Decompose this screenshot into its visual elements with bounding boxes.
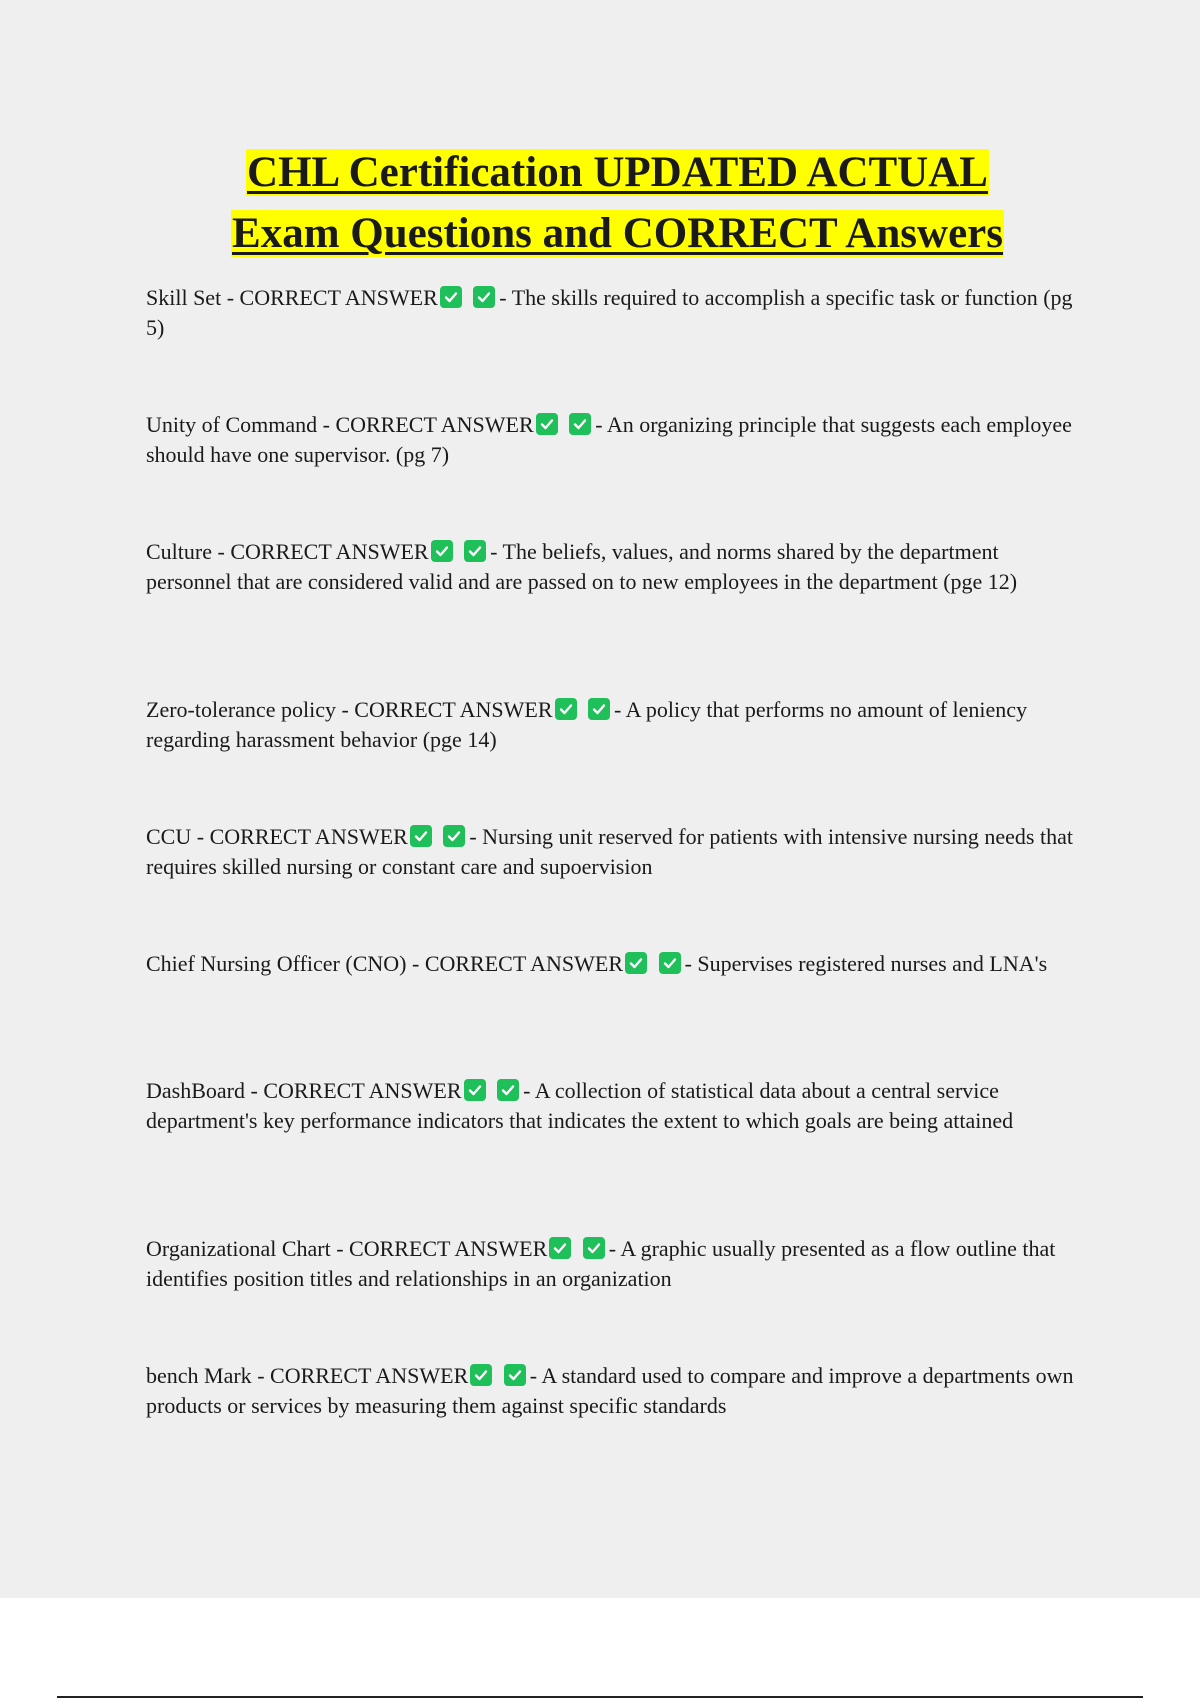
check-mark-icon [588,698,610,720]
qa-item: Unity of Command - CORRECT ANSWER - An organizing principle that suggests each employee should have one supervisor. (pg 7) [146,412,1072,467]
qa-item: Culture - CORRECT ANSWER - The beliefs, values, and norms shared by the department personnel that are considered valid and are passed on to new employees in the department (pge 12) [146,539,1018,594]
term: Organizational Chart [146,1236,331,1261]
check-mark-icon [569,413,591,435]
term: Unity of Command [146,412,318,437]
term: CCU [146,824,192,849]
answer-label: CORRECT ANSWER [230,539,429,564]
title-line-2: Exam Questions and CORRECT Answers [232,210,1003,257]
qa-item: CCU - CORRECT ANSWER - Nursing unit reserved for patients with intensive nursing needs that requires skilled nursing or constant care and supoervision [146,824,1073,879]
term: Skill Set [146,285,222,310]
definition: An organizing principle that suggests each employee should have one supervisor. (pg 7) [146,412,1072,467]
qa-item: bench Mark - CORRECT ANSWER - A standard used to compare and improve a departments own products or services by measuring them against specific standards [146,1363,1074,1418]
check-mark-icon [659,952,681,974]
check-mark-icon [625,952,647,974]
answer-label: CORRECT ANSWER [209,824,408,849]
check-mark-icon [497,1079,519,1101]
definition: Nursing unit reserved for patients with intensive nursing needs that requires skilled nursing or constant care and supoervision [146,824,1073,879]
term: Chief Nursing Officer (CNO) [146,951,407,976]
qa-item: Chief Nursing Officer (CNO) - CORRECT ANSWER - Supervises registered nurses and LNA's [146,951,1048,976]
qa-item: Skill Set - CORRECT ANSWER - The skills required to accomplish a specific task or function (pg 5) [146,285,1073,340]
check-mark-icon [555,698,577,720]
answer-label: CORRECT ANSWER [349,1236,548,1261]
definition: A graphic usually presented as a flow outline that identifies position titles and relationships in an organization [146,1236,1056,1291]
check-mark-icon [504,1364,526,1386]
footer-divider [57,1696,1143,1698]
definition: A standard used to compare and improve a departments own products or services by measuring them against specific standards [146,1363,1074,1418]
definition: The skills required to accomplish a specific task or function (pg 5) [146,285,1073,340]
definition: Supervises registered nurses and LNA's [697,951,1048,976]
check-mark-icon [549,1237,571,1259]
qa-item: Organizational Chart - CORRECT ANSWER - A graphic usually presented as a flow outline that identifies position titles and relationships in an organization [146,1236,1056,1291]
term: DashBoard [146,1078,245,1103]
term: Zero-tolerance policy [146,697,336,722]
answer-label: CORRECT ANSWER [263,1078,462,1103]
term: Culture [146,539,212,564]
check-mark-icon [473,286,495,308]
check-mark-icon [464,1079,486,1101]
term: bench Mark [146,1363,252,1388]
qa-item: Zero-tolerance policy - CORRECT ANSWER - A policy that performs no amount of leniency regarding harassment behavior (pge 14) [146,697,1028,752]
answer-label: CORRECT ANSWER [354,697,553,722]
check-mark-icon [431,540,453,562]
answer-label: CORRECT ANSWER [424,951,624,976]
answer-label: CORRECT ANSWER [335,412,534,437]
check-mark-icon [440,286,462,308]
check-mark-icon [464,540,486,562]
definition: A policy that performs no amount of leniency regarding harassment behavior (pge 14) [146,697,1028,752]
definition: The beliefs, values, and norms shared by the department personnel that are considered valid and are passed on to new employees in the department (pge 12) [146,539,1018,594]
qa-item: DashBoard - CORRECT ANSWER - A collection of statistical data about a central service department's key performance indicators that indicates the extent to which goals are being attained [146,1078,1014,1133]
check-mark-icon [470,1364,492,1386]
check-mark-icon [583,1237,605,1259]
check-mark-icon [536,413,558,435]
answer-label: CORRECT ANSWER [239,285,438,310]
check-mark-icon [410,825,432,847]
definition: A collection of statistical data about a central service department's key performance indicators that indicates the extent to which goals are being attained [146,1078,1014,1133]
check-mark-icon [443,825,465,847]
page-title [0,142,1200,264]
title-line-1: CHL Certification UPDATED ACTUAL [247,149,988,196]
answer-label: CORRECT ANSWER [270,1363,469,1388]
